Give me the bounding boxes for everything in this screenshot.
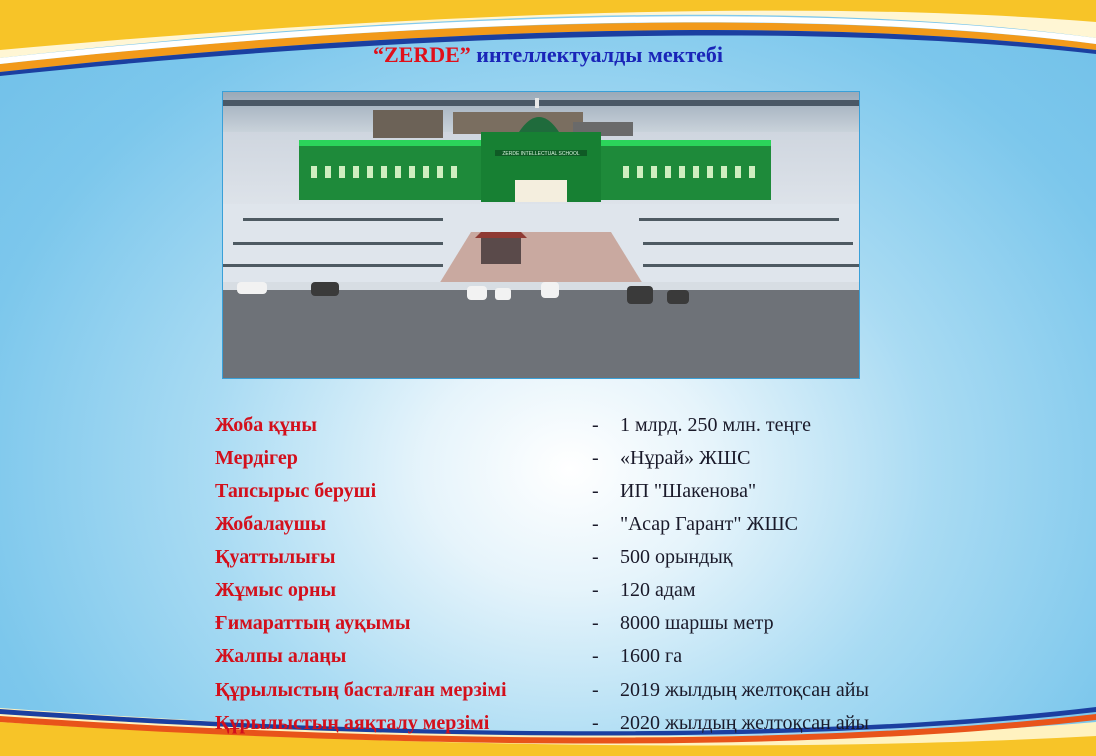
fact-label: Мердігер bbox=[215, 447, 298, 469]
fact-dash: - bbox=[592, 679, 599, 701]
fact-row bbox=[0, 641, 1096, 674]
building-sign: ZERDE INTELLECTUAL SCHOOL bbox=[502, 151, 580, 157]
fact-value: «Нұрай» ЖШС bbox=[620, 447, 751, 469]
fact-dash: - bbox=[592, 447, 599, 469]
fact-value: 120 адам bbox=[620, 579, 696, 601]
fact-label: Жоба құны bbox=[215, 414, 317, 436]
fact-value: 2019 жылдың желтоқсан айы bbox=[620, 679, 869, 701]
title-rest: интеллектуалды мектебі bbox=[476, 42, 724, 67]
fact-row bbox=[0, 509, 1096, 542]
fact-value: 8000 шаршы метр bbox=[620, 612, 774, 634]
fact-dash: - bbox=[592, 579, 599, 601]
fact-row bbox=[0, 476, 1096, 509]
fact-dash: - bbox=[592, 414, 599, 436]
fact-dash: - bbox=[592, 546, 599, 568]
fact-dash: - bbox=[592, 513, 599, 535]
fact-value: 500 орындық bbox=[620, 546, 733, 568]
fact-row bbox=[0, 542, 1096, 575]
title-brand: “ZERDE” bbox=[372, 42, 471, 67]
fact-label: Жобалаушы bbox=[215, 513, 327, 535]
fact-value: 2020 жылдың желтоқсан айы bbox=[620, 712, 869, 734]
fact-dash: - bbox=[592, 712, 599, 734]
fact-row bbox=[0, 410, 1096, 443]
fact-label: Тапсырыс беруші bbox=[215, 480, 377, 502]
fact-label: Құрылыстың басталған мерзімі bbox=[215, 679, 507, 701]
fact-value: "Асар Гарант" ЖШС bbox=[620, 513, 798, 535]
fact-row bbox=[0, 608, 1096, 641]
fact-row bbox=[0, 443, 1096, 476]
fact-row bbox=[0, 575, 1096, 608]
fact-value: ИП "Шакенова" bbox=[620, 480, 757, 502]
fact-row bbox=[0, 675, 1096, 708]
fact-dash: - bbox=[592, 645, 599, 667]
fact-label: Жалпы алаңы bbox=[215, 645, 347, 667]
fact-value: 1600 га bbox=[620, 645, 683, 667]
fact-label: Ғимараттың ауқымы bbox=[215, 612, 411, 634]
fact-row bbox=[0, 708, 1096, 741]
fact-value: 1 млрд. 250 млн. теңге bbox=[620, 414, 812, 436]
fact-dash: - bbox=[592, 480, 599, 502]
fact-dash: - bbox=[592, 612, 599, 634]
fact-label: Жұмыс орны bbox=[215, 579, 337, 601]
fact-label: Қуаттылығы bbox=[215, 546, 336, 568]
fact-label: Құрылыстың аяқталу мерзімі bbox=[215, 712, 490, 734]
